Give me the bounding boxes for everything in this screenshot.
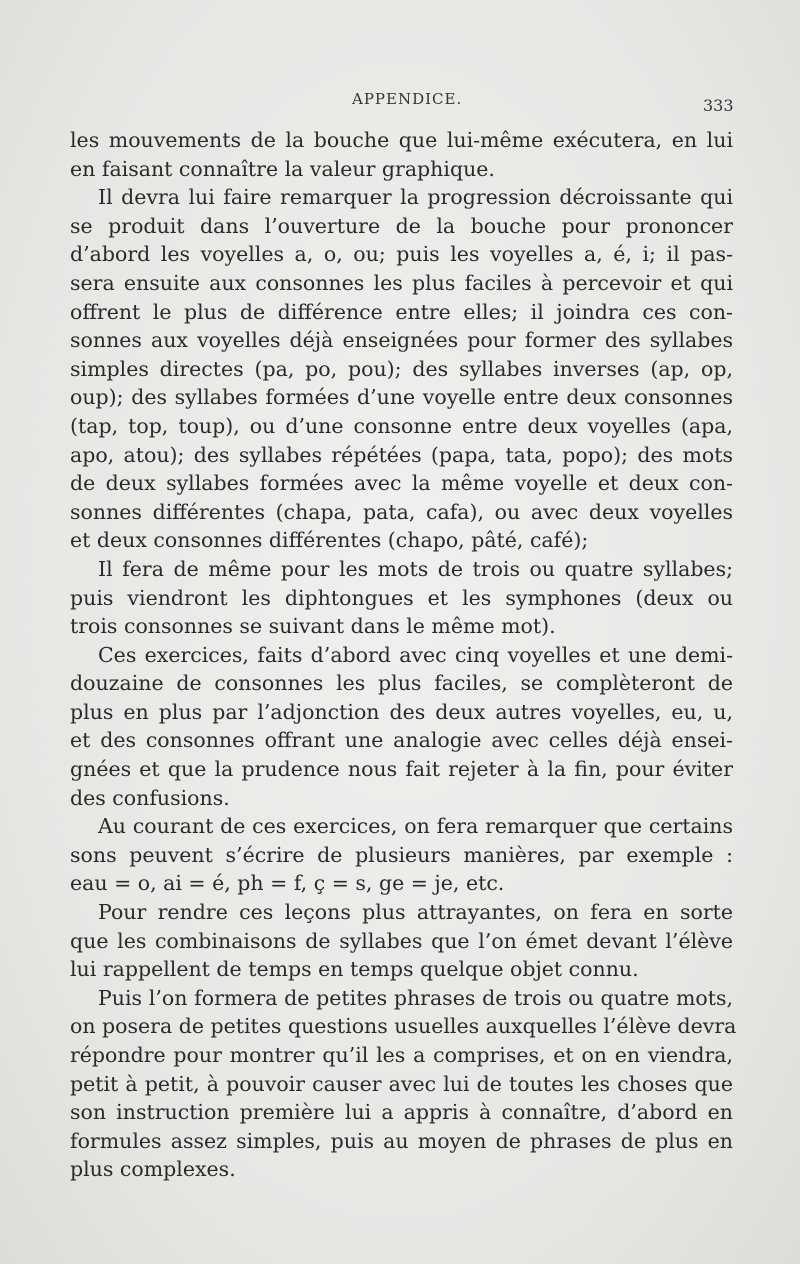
text-line: sonnes aux voyelles déjà enseignées pour former des syllabes xyxy=(70,328,733,353)
text-line: Pour rendre ces leçons plus attrayantes, on fera en sorte xyxy=(98,900,733,925)
text-line: simples directes (pa, po, pou); des syllabes inverses (ap, op, xyxy=(70,356,733,381)
text-line: lui rappellent de temps en temps quelque objet connu. xyxy=(70,957,639,982)
text-line: et des consonnes offrant une analogie avec celles déjà ensei- xyxy=(70,728,733,753)
text-line: les mouvements de la bouche que lui-même exécutera, en lui xyxy=(70,128,733,152)
text-line: des confusions. xyxy=(70,785,230,810)
text-line: se produit dans l’ouverture de la bouche pour prononcer xyxy=(70,213,733,238)
running-title: APPENDICE. xyxy=(352,90,463,108)
body-text xyxy=(70,126,737,1184)
text-line: et deux consonnes différentes (chapo, pâté, café); xyxy=(70,528,589,553)
page-header xyxy=(0,88,800,114)
text-line: offrent le plus de différence entre elles; il joindra ces con- xyxy=(70,299,733,324)
text-line: que les combinaisons de syllabes que l’on émet devant l’élève xyxy=(70,928,733,953)
text-line: d’abord les voyelles a, o, ou; puis les voyelles a, é, i; il pas- xyxy=(70,242,733,267)
text-line: gnées et que la prudence nous fait rejeter à la fin, pour éviter xyxy=(70,757,733,782)
text-line: oup); des syllabes formées d’une voyelle entre deux consonnes xyxy=(70,385,733,410)
text-line: formules assez simples, puis au moyen de phrases de plus en xyxy=(70,1128,733,1153)
text-line: Il devra lui faire remarquer la progression décroissante qui xyxy=(98,185,733,210)
text-line: Ces exercices, faits d’abord avec cinq voyelles et une demi- xyxy=(98,642,733,667)
text-line: Puis l’on formera de petites phrases de trois ou quatre mots, xyxy=(98,985,733,1010)
text-line: trois consonnes se suivant dans le même mot). xyxy=(70,614,556,639)
text-line: sonnes différentes (chapa, pata, cafa), ou avec deux voyelles xyxy=(70,499,733,524)
text-line: eau = o, ai = é, ph = f, ç = s, ge = je, etc. xyxy=(70,871,505,896)
text-line: apo, atou); des syllabes répétées (papa, tata, popo); des mots xyxy=(70,442,733,467)
text-line: son instruction première lui a appris à connaître, d’abord en xyxy=(70,1100,733,1125)
text-line: on posera de petites questions usuelles auxquelles l’élève devra xyxy=(70,1014,737,1039)
text-line: Au courant de ces exercices, on fera remarquer que certains xyxy=(98,814,733,839)
text-line: Il fera de même pour les mots de trois ou quatre syllabes; xyxy=(98,556,733,581)
text-line: répondre pour montrer qu’il les a comprises, et on en viendra, xyxy=(70,1043,733,1067)
text-line: sera ensuite aux consonnes les plus faciles à percevoir et qui xyxy=(70,270,733,295)
text-line: petit à petit, à pouvoir causer avec lui de toutes les choses que xyxy=(70,1071,733,1096)
text-line: plus en plus par l’adjonction des deux autres voyelles, eu, u, xyxy=(70,699,733,724)
text-line: sons peuvent s’écrire de plusieurs manières, par exemple : xyxy=(70,842,733,867)
text-line: (tap, top, toup), ou d’une consonne entre deux voyelles (apa, xyxy=(70,413,733,438)
text-line: puis viendront les diphtongues et les symphones (deux ou xyxy=(70,585,733,610)
text-line: douzaine de consonnes les plus faciles, se complèteront de xyxy=(70,671,733,696)
text-line: en faisant connaître la valeur graphique. xyxy=(70,156,495,181)
text-line: de deux syllabes formées avec la même voyelle et deux con- xyxy=(70,471,733,496)
page-number: 333 xyxy=(703,96,734,115)
text-line: plus complexes. xyxy=(70,1157,236,1182)
